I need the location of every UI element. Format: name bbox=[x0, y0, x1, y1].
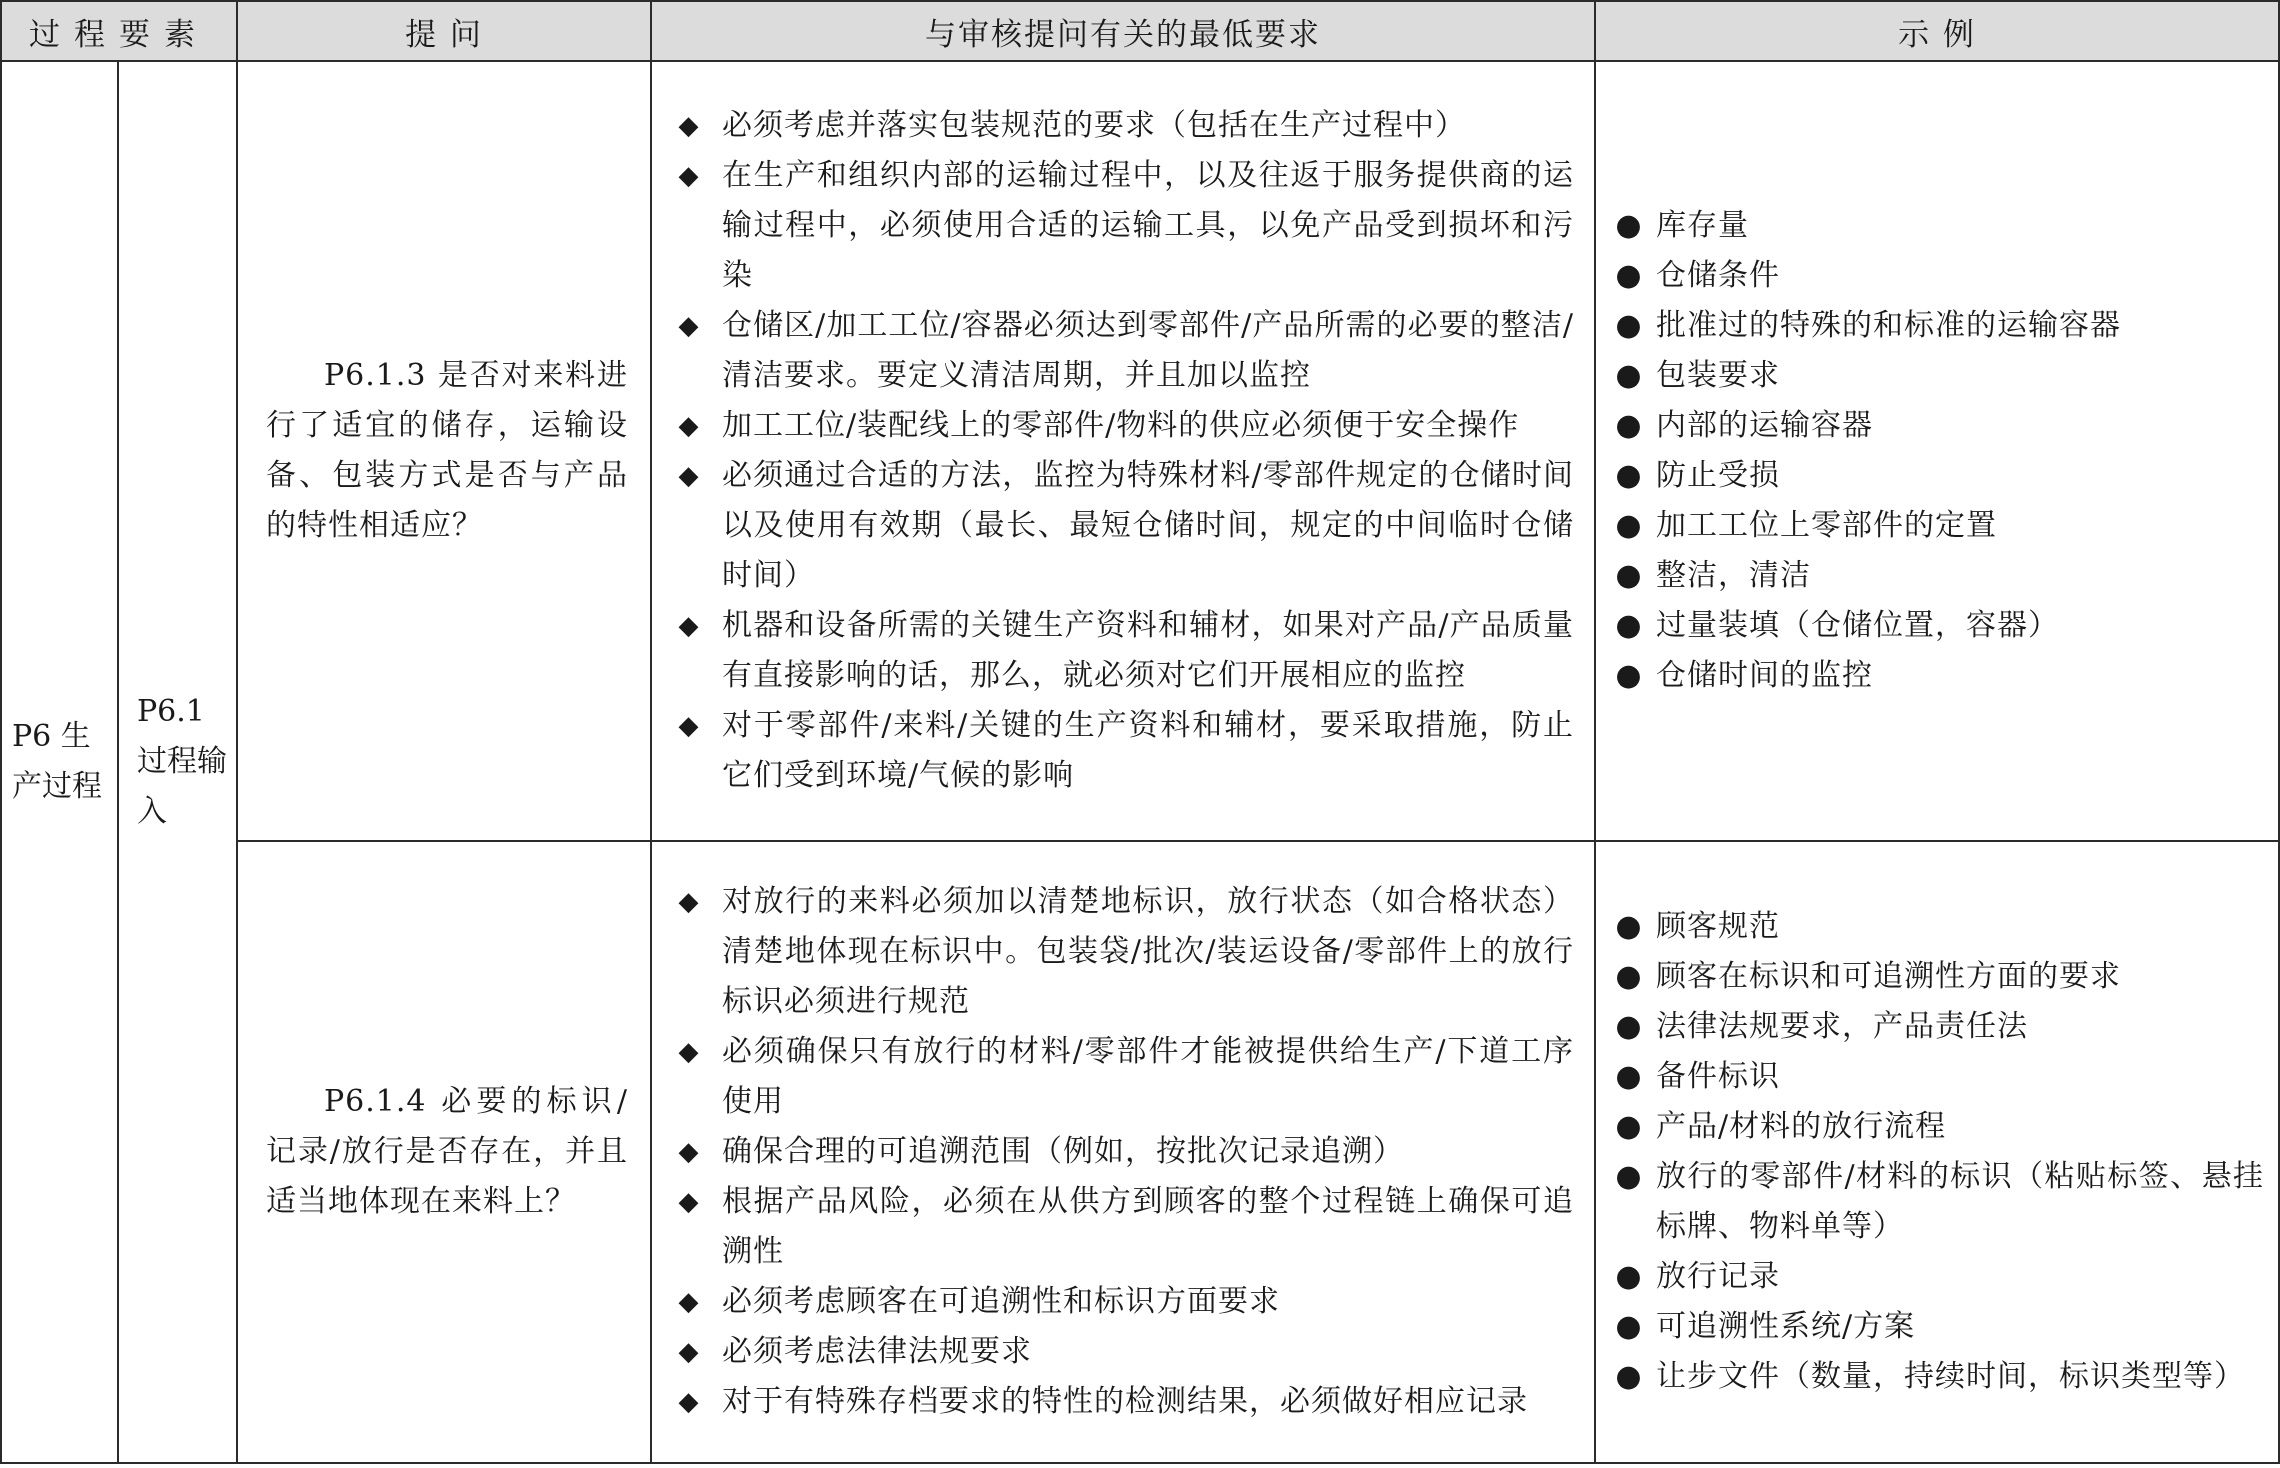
circle-bullet-icon: ● bbox=[1615, 909, 1643, 944]
example-text: 包装要求 bbox=[1656, 358, 1780, 393]
requirement-text: 确保合理的可追溯范围（例如，按批次记录追溯） bbox=[722, 1134, 1404, 1169]
diamond-bullet-icon: ◆ bbox=[678, 711, 700, 741]
examples-cell bbox=[1595, 61, 2279, 841]
diamond-bullet-icon: ◆ bbox=[678, 111, 700, 141]
requirement-item bbox=[672, 1327, 1574, 1377]
requirements-list bbox=[672, 101, 1574, 801]
example-text: 仓储时间的监控 bbox=[1656, 658, 1873, 693]
example-text: 顾客在标识和可追溯性方面的要求 bbox=[1656, 959, 2121, 994]
requirement-item bbox=[672, 1277, 1574, 1327]
example-item bbox=[1614, 601, 2264, 651]
circle-bullet-icon: ● bbox=[1615, 508, 1643, 543]
requirement-item bbox=[672, 601, 1574, 701]
requirement-text: 对于有特殊存档要求的特性的检测结果，必须做好相应记录 bbox=[722, 1384, 1528, 1419]
circle-bullet-icon: ● bbox=[1615, 208, 1643, 243]
example-text: 放行的零部件/材料的标识（粘贴标签、悬挂标牌、物料单等） bbox=[1656, 1159, 2264, 1244]
diamond-bullet-icon: ◆ bbox=[678, 161, 700, 191]
table-row bbox=[1, 841, 2279, 1463]
sub-element-label: P6.1 过程输入 bbox=[137, 694, 227, 829]
requirement-text: 必须考虑顾客在可追溯性和标识方面要求 bbox=[722, 1284, 1280, 1319]
requirement-text: 必须考虑并落实包装规范的要求（包括在生产过程中） bbox=[722, 108, 1466, 143]
question-cell bbox=[237, 61, 651, 841]
requirement-text: 根据产品风险，必须在从供方到顾客的整个过程链上确保可追溯性 bbox=[722, 1184, 1574, 1269]
circle-bullet-icon: ● bbox=[1615, 558, 1643, 593]
circle-bullet-icon: ● bbox=[1615, 408, 1643, 443]
diamond-bullet-icon: ◆ bbox=[678, 1187, 700, 1217]
circle-bullet-icon: ● bbox=[1615, 458, 1643, 493]
header-examples: 示 例 bbox=[1595, 1, 2279, 61]
examples-list bbox=[1614, 201, 2264, 701]
header-minimum-requirements: 与审核提问有关的最低要求 bbox=[651, 1, 1595, 61]
example-text: 批准过的特殊的和标准的运输容器 bbox=[1656, 308, 2121, 343]
requirement-item bbox=[672, 701, 1574, 801]
example-text: 内部的运输容器 bbox=[1656, 408, 1873, 443]
example-item bbox=[1614, 251, 2264, 301]
example-text: 让步文件（数量，持续时间，标识类型等） bbox=[1656, 1359, 2245, 1394]
requirement-text: 仓储区/加工工位/容器必须达到零部件/产品所需的必要的整洁/清洁要求。要定义清洁周期，并且加以监控 bbox=[722, 308, 1574, 393]
example-text: 整洁，清洁 bbox=[1656, 558, 1811, 593]
example-text: 顾客规范 bbox=[1656, 909, 1780, 944]
example-text: 产品/材料的放行流程 bbox=[1656, 1109, 1947, 1144]
circle-bullet-icon: ● bbox=[1615, 358, 1643, 393]
requirement-text: 必须确保只有放行的材料/零部件才能被提供给生产/下道工序使用 bbox=[722, 1034, 1574, 1119]
requirements-list bbox=[672, 877, 1574, 1427]
header-process-element: 过程要素 bbox=[1, 1, 237, 61]
example-item bbox=[1614, 501, 2264, 551]
diamond-bullet-icon: ◆ bbox=[678, 1037, 700, 1067]
example-item bbox=[1614, 401, 2264, 451]
table-row bbox=[1, 61, 2279, 841]
sub-element-cell bbox=[118, 61, 237, 1463]
diamond-bullet-icon: ◆ bbox=[678, 1337, 700, 1367]
circle-bullet-icon: ● bbox=[1615, 258, 1643, 293]
requirements-cell bbox=[651, 841, 1595, 1463]
example-item bbox=[1614, 301, 2264, 351]
example-item bbox=[1614, 1002, 2264, 1052]
example-text: 过量装填（仓储位置，容器） bbox=[1656, 608, 2059, 643]
requirement-text: 必须考虑法律法规要求 bbox=[722, 1334, 1032, 1369]
diamond-bullet-icon: ◆ bbox=[678, 461, 700, 491]
requirement-item bbox=[672, 151, 1574, 301]
example-text: 库存量 bbox=[1656, 208, 1749, 243]
requirement-item bbox=[672, 401, 1574, 451]
examples-cell bbox=[1595, 841, 2279, 1463]
circle-bullet-icon: ● bbox=[1615, 658, 1643, 693]
example-item bbox=[1614, 902, 2264, 952]
requirement-text: 对于零部件/来料/关键的生产资料和辅材，要采取措施，防止它们受到环境/气候的影响 bbox=[722, 708, 1574, 793]
example-text: 法律法规要求，产品责任法 bbox=[1656, 1009, 2028, 1044]
header-question: 提 问 bbox=[237, 1, 651, 61]
example-item bbox=[1614, 1252, 2264, 1302]
requirement-text: 加工工位/装配线上的零部件/物料的供应必须便于安全操作 bbox=[722, 408, 1520, 443]
requirement-item bbox=[672, 1127, 1574, 1177]
example-text: 加工工位上零部件的定置 bbox=[1656, 508, 1997, 543]
circle-bullet-icon: ● bbox=[1615, 1159, 1643, 1194]
circle-bullet-icon: ● bbox=[1615, 1309, 1643, 1344]
diamond-bullet-icon: ◆ bbox=[678, 311, 700, 341]
process-element-label: P6 生产过程 bbox=[12, 719, 102, 804]
requirement-text: 对放行的来料必须加以清楚地标识，放行状态（如合格状态）清楚地体现在标识中。包装袋/批次/装运设备/零部件上的放行标识必须进行规范 bbox=[722, 884, 1574, 1019]
circle-bullet-icon: ● bbox=[1615, 1009, 1643, 1044]
diamond-bullet-icon: ◆ bbox=[678, 1287, 700, 1317]
circle-bullet-icon: ● bbox=[1615, 959, 1643, 994]
example-item bbox=[1614, 1052, 2264, 1102]
question-cell bbox=[237, 841, 651, 1463]
circle-bullet-icon: ● bbox=[1615, 608, 1643, 643]
header-row bbox=[1, 1, 2279, 61]
example-item bbox=[1614, 1302, 2264, 1352]
requirement-text: 机器和设备所需的关键生产资料和辅材，如果对产品/产品质量有直接影响的话，那么，就必须对它们开展相应的监控 bbox=[722, 608, 1574, 693]
circle-bullet-icon: ● bbox=[1615, 1259, 1643, 1294]
requirement-item bbox=[672, 451, 1574, 601]
example-item bbox=[1614, 1102, 2264, 1152]
example-item bbox=[1614, 451, 2264, 501]
process-element-cell bbox=[1, 61, 118, 1463]
diamond-bullet-icon: ◆ bbox=[678, 887, 700, 917]
requirement-item bbox=[672, 877, 1574, 1027]
circle-bullet-icon: ● bbox=[1615, 1059, 1643, 1094]
diamond-bullet-icon: ◆ bbox=[678, 611, 700, 641]
requirement-item bbox=[672, 1377, 1574, 1427]
requirement-item bbox=[672, 1027, 1574, 1127]
diamond-bullet-icon: ◆ bbox=[678, 411, 700, 441]
example-item bbox=[1614, 1152, 2264, 1252]
example-text: 放行记录 bbox=[1656, 1259, 1780, 1294]
examples-list bbox=[1614, 902, 2264, 1402]
requirement-text: 必须通过合适的方法，监控为特殊材料/零部件规定的仓储时间以及使用有效期（最长、最短仓储时间，规定的中间临时仓储时间） bbox=[722, 458, 1574, 593]
example-item bbox=[1614, 351, 2264, 401]
example-item bbox=[1614, 952, 2264, 1002]
example-text: 防止受损 bbox=[1656, 458, 1780, 493]
circle-bullet-icon: ● bbox=[1615, 1109, 1643, 1144]
requirement-item bbox=[672, 301, 1574, 401]
example-text: 仓储条件 bbox=[1656, 258, 1780, 293]
example-text: 可追溯性系统/方案 bbox=[1656, 1309, 1916, 1344]
diamond-bullet-icon: ◆ bbox=[678, 1387, 700, 1417]
example-text: 备件标识 bbox=[1656, 1059, 1780, 1094]
requirement-item bbox=[672, 1177, 1574, 1277]
example-item bbox=[1614, 1352, 2264, 1402]
circle-bullet-icon: ● bbox=[1615, 1359, 1643, 1394]
requirement-text: 在生产和组织内部的运输过程中，以及往返于服务提供商的运输过程中，必须使用合适的运输工具，以免产品受到损坏和污染 bbox=[722, 158, 1574, 293]
question-text: P6.1.4 必要的标识/记录/放行是否存在，并且适当地体现在来料上？ bbox=[266, 1084, 628, 1219]
example-item bbox=[1614, 201, 2264, 251]
circle-bullet-icon: ● bbox=[1615, 308, 1643, 343]
diamond-bullet-icon: ◆ bbox=[678, 1137, 700, 1167]
requirement-item bbox=[672, 101, 1574, 151]
question-text: P6.1.3 是否对来料进行了适宜的储存，运输设备、包装方式是否与产品的特性相适应？ bbox=[266, 358, 628, 543]
example-item bbox=[1614, 651, 2264, 701]
example-item bbox=[1614, 551, 2264, 601]
requirements-cell bbox=[651, 61, 1595, 841]
